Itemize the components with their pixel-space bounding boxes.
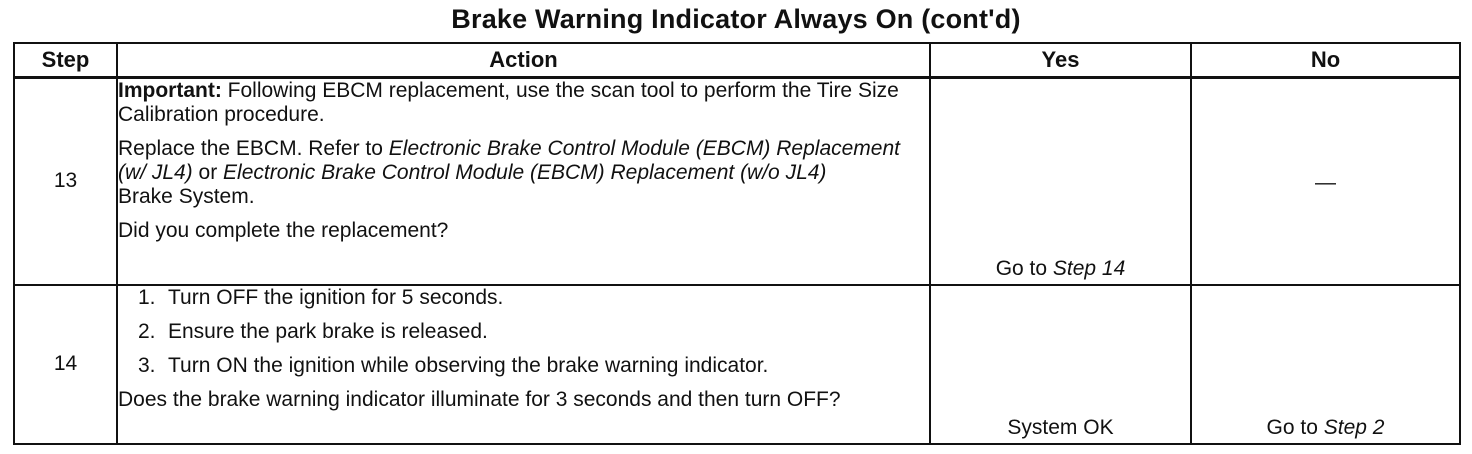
header-yes: Yes: [930, 43, 1191, 78]
header-step: Step: [14, 43, 117, 78]
step-link[interactable]: Step 14: [1052, 256, 1126, 280]
or-text: or: [192, 161, 224, 184]
important-text: Following EBCM replacement, use the scan tool to perform the Tire Size Calibration procedure.: [118, 79, 899, 126]
substep-number: 2.: [138, 319, 156, 343]
substep-text: Turn OFF the ignition for 5 seconds.: [168, 285, 504, 309]
reference-link-w-jl4[interactable]: Electronic Brake Control Module (EBCM) Replacement (w/ JL4): [118, 137, 900, 184]
action-cell: [117, 78, 930, 285]
header-action: Action: [117, 43, 930, 78]
substep-number: 3.: [138, 353, 156, 377]
step-number: 14: [14, 285, 117, 444]
no-result: —: [1315, 171, 1336, 194]
step-number: 13: [14, 78, 117, 285]
step-link[interactable]: Step 2: [1323, 415, 1385, 439]
replace-instruction: [118, 137, 929, 185]
header-row: [14, 43, 1460, 78]
page-title: Brake Warning Indicator Always On (cont'd): [451, 4, 1021, 34]
yes-result: System OK: [1007, 415, 1114, 439]
substep: [138, 286, 929, 310]
header-no: No: [1191, 43, 1460, 78]
substep-text: Ensure the park brake is released.: [168, 319, 488, 343]
yes-cell: [930, 285, 1191, 444]
no-result: [1192, 416, 1459, 440]
no-cell: [1191, 78, 1460, 285]
substep-number: 1.: [138, 285, 156, 309]
brake-system-text: Brake System.: [118, 185, 255, 208]
substep-text: Turn ON the ignition while observing the brake warning indicator.: [168, 353, 769, 377]
important-note: [118, 79, 929, 127]
no-cell: [1191, 285, 1460, 444]
substep: [138, 354, 929, 378]
substep-list: [118, 286, 929, 378]
substep: [138, 320, 929, 344]
important-label: Important:: [118, 79, 222, 102]
replace-text: Replace the EBCM. Refer to: [118, 137, 389, 160]
table-row: [14, 285, 1460, 444]
question-text: Does the brake warning indicator illuminate for 3 seconds and then turn OFF?: [118, 387, 841, 411]
question-text: Did you complete the replacement?: [118, 219, 449, 242]
go-to-text: Go to: [1266, 415, 1324, 439]
yes-cell: [930, 78, 1191, 285]
action-cell: [117, 285, 930, 444]
yes-result: [931, 257, 1190, 281]
reference-link-wo-jl4[interactable]: Electronic Brake Control Module (EBCM) Replacement (w/o JL4): [223, 161, 827, 184]
table-row: [14, 78, 1460, 285]
go-to-text: Go to: [995, 256, 1053, 280]
procedure-table: [13, 42, 1461, 445]
